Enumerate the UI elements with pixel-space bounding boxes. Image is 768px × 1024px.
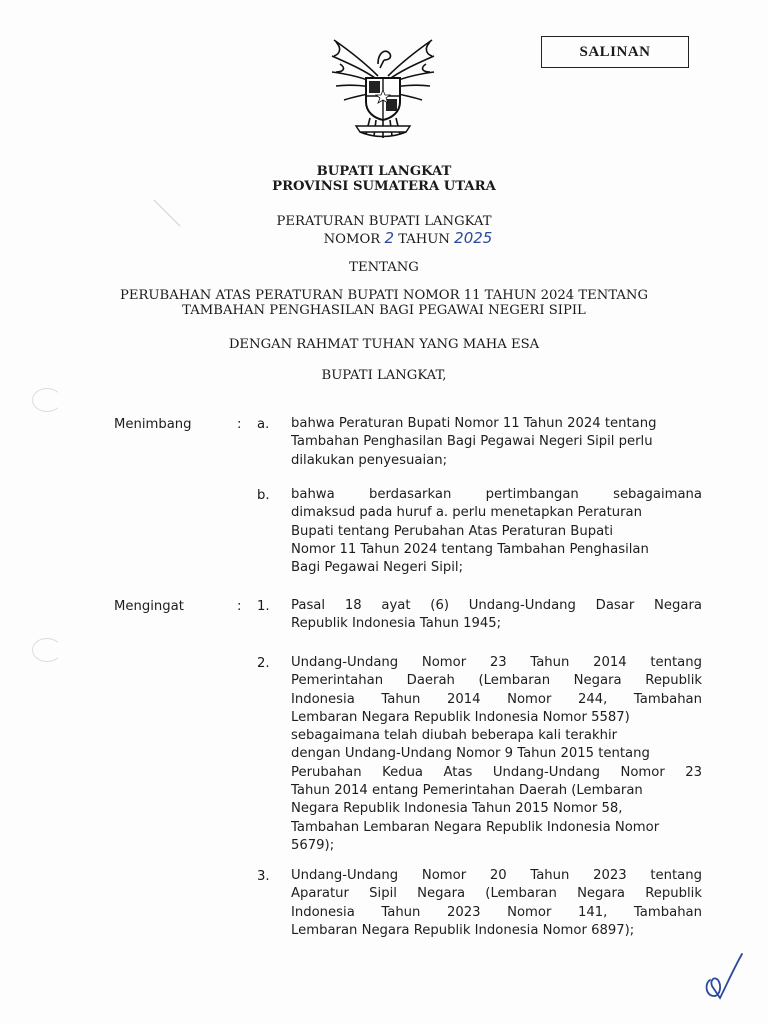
mengingat-item-1 bbox=[291, 597, 702, 634]
invocation: DENGAN RAHMAT TUHAN YANG MAHA ESA bbox=[228, 337, 540, 352]
menimbang-item-b bbox=[291, 486, 702, 577]
text-line: 5679); bbox=[291, 837, 335, 853]
handwritten-initial-icon bbox=[700, 950, 746, 1006]
text-line: Tambahan Lembaran Negara Republik Indonesia Nomor bbox=[291, 819, 660, 835]
text-line: Tahun 2014 entang Pemerintahan Daerah (Lembaran bbox=[291, 783, 643, 799]
text-line: Republik Indonesia Tahun 1945; bbox=[291, 616, 502, 632]
text-line: Negara Republik Indonesia Tahun 2015 Nomor 58, bbox=[291, 801, 623, 817]
mengingat-item-3 bbox=[291, 867, 702, 940]
text-line: Pemerintahan Daerah (Lembaran Negara Republik bbox=[291, 673, 702, 689]
text-line: Aparatur Sipil Negara (Lembaran Negara Republik bbox=[291, 886, 702, 902]
text-line: dimaksud pada huruf a. perlu menetapkan Peraturan bbox=[291, 505, 642, 521]
text-line: Indonesia Tahun 2014 Nomor 244, Tambahan bbox=[291, 691, 702, 707]
regulation-title: PERATURAN BUPATI LANGKAT bbox=[276, 214, 492, 229]
nomor-handwritten: 2 bbox=[384, 229, 394, 247]
mengingat-item-2 bbox=[291, 654, 702, 855]
issuer-title: BUPATI LANGKAT bbox=[316, 164, 452, 179]
text-line: Nomor 11 Tahun 2024 tentang Tambahan Penghasilan bbox=[291, 541, 649, 557]
mengingat-label: Mengingat bbox=[114, 599, 184, 614]
text-line: Indonesia Tahun 2023 Nomor 141, Tambahan bbox=[291, 904, 702, 920]
text-line: bahwa berdasarkan pertimbangan sebagaimana bbox=[291, 487, 702, 502]
punch-hole-mark bbox=[32, 388, 62, 412]
item-marker: a. bbox=[257, 417, 270, 432]
text-line: Undang-Undang Nomor 23 Tahun 2014 tentang bbox=[291, 655, 702, 670]
authority-line: BUPATI LANGKAT, bbox=[321, 368, 447, 383]
text-line: Undang-Undang Nomor 20 Tahun 2023 tentang bbox=[291, 868, 702, 883]
text-line: bahwa Peraturan Bupati Nomor 11 Tahun 2024 tentang bbox=[291, 416, 657, 431]
tahun-handwritten: 2025 bbox=[454, 229, 493, 247]
issuer-province: PROVINSI SUMATERA UTARA bbox=[272, 179, 496, 194]
menimbang-label: Menimbang bbox=[114, 417, 192, 432]
text-line: Bagi Pegawai Negeri Sipil; bbox=[291, 560, 464, 576]
text-line: sebagaimana telah diubah beberapa kali terakhir bbox=[291, 728, 618, 744]
subject-line-1: PERUBAHAN ATAS PERATURAN BUPATI NOMOR 11 TAHUN 2024 TENTANG bbox=[119, 288, 649, 303]
text-line: Lembaran Negara Republik Indonesia Nomor 6897); bbox=[291, 922, 635, 938]
text-line: dengan Undang-Undang Nomor 9 Tahun 2015 tentang bbox=[291, 746, 650, 762]
item-marker: b. bbox=[257, 488, 270, 503]
regulation-number-line bbox=[0, 230, 768, 248]
text-line: dilakukan penyesuaian; bbox=[291, 452, 448, 468]
nomor-label: NOMOR bbox=[323, 232, 381, 247]
subject-line-2: TAMBAHAN PENGHASILAN BAGI PEGAWAI NEGERI SIPIL bbox=[182, 303, 586, 318]
menimbang-colon: : bbox=[237, 417, 242, 432]
item-marker: 2. bbox=[257, 656, 270, 671]
item-marker: 3. bbox=[257, 869, 270, 884]
tahun-label: TAHUN bbox=[398, 232, 450, 247]
salinan-stamp: SALINAN bbox=[541, 36, 689, 68]
text-line: Bupati tentang Perubahan Atas Peraturan Bupati bbox=[291, 523, 613, 539]
text-line: Tambahan Penghasilan Bagi Pegawai Negeri Sipil perlu bbox=[291, 434, 653, 450]
item-marker: 1. bbox=[257, 599, 270, 614]
text-line: Pasal 18 ayat (6) Undang-Undang Dasar Negara bbox=[291, 598, 702, 613]
garuda-emblem-icon bbox=[326, 34, 440, 142]
text-line: Perubahan Kedua Atas Undang-Undang Nomor 23 bbox=[291, 764, 702, 780]
menimbang-item-a bbox=[291, 415, 702, 470]
text-line: Lembaran Negara Republik Indonesia Nomor 5587) bbox=[291, 709, 630, 725]
tentang-heading: TENTANG bbox=[349, 260, 419, 275]
punch-hole-mark bbox=[32, 638, 62, 662]
mengingat-colon: : bbox=[237, 599, 242, 614]
